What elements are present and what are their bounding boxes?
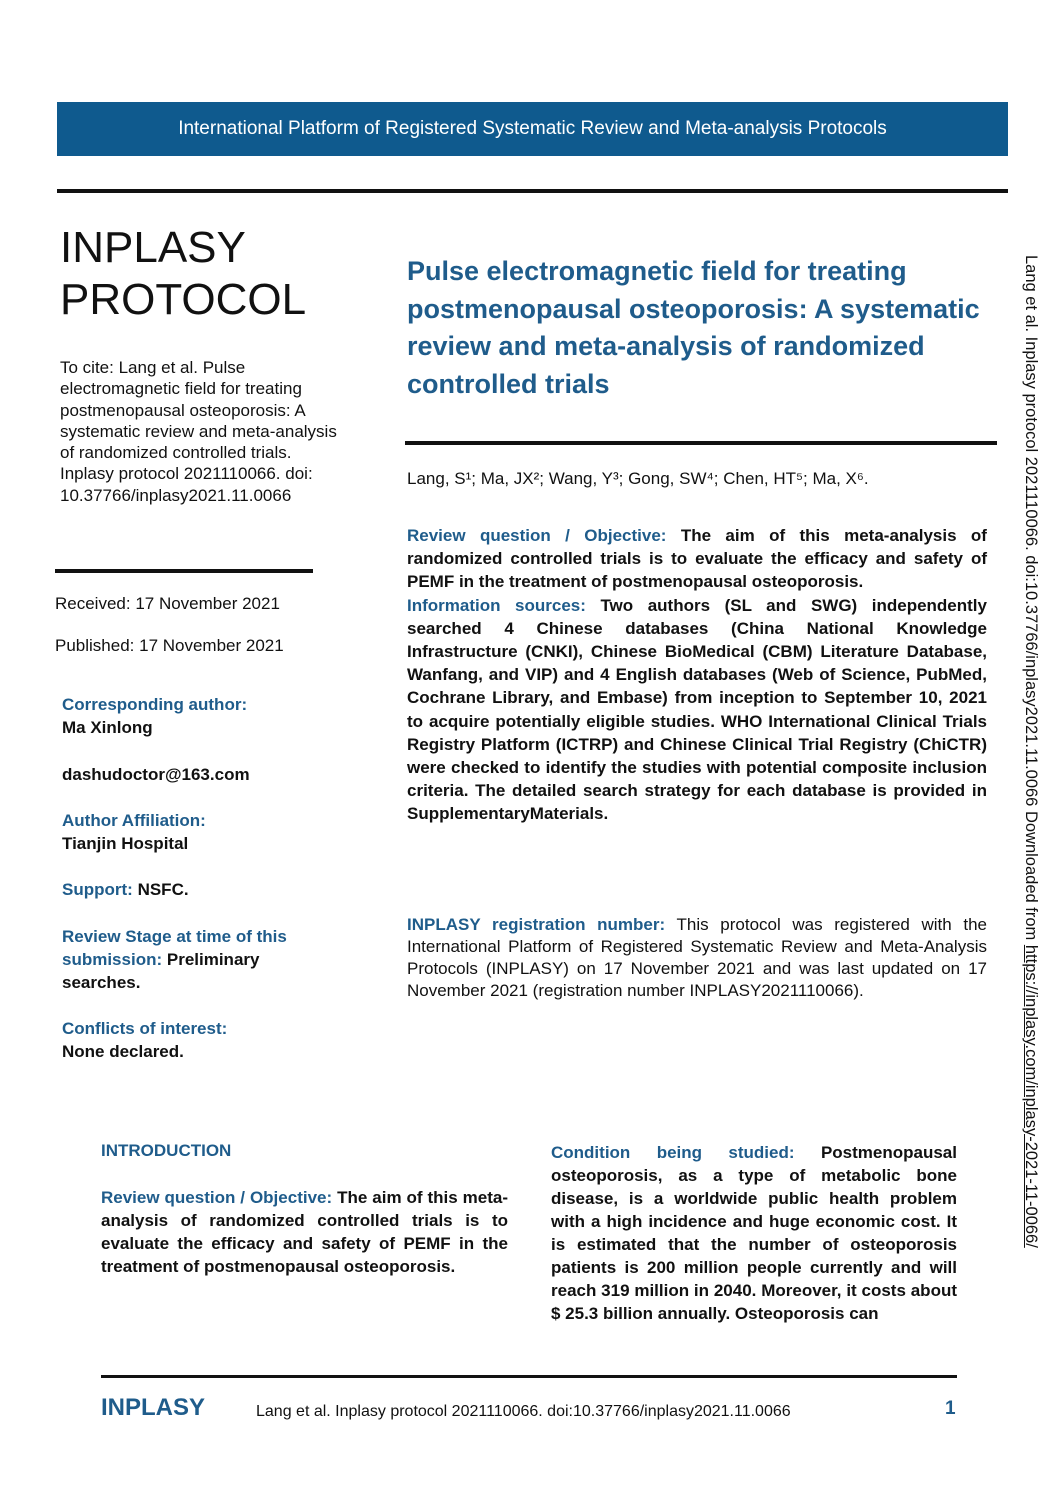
header-banner: International Platform of Registered Systematic Review and Meta-analysis Protocols bbox=[57, 102, 1008, 156]
registration-text: This protocol was registered with the International Platform of Registered Systematic Review and Meta-Analysis Protocols (INPLASY) on 17 November 2021 and was last updated on 17 November 2021 (registration number INPLASY2021110066). bbox=[407, 915, 987, 1000]
abstract-sources bbox=[407, 594, 987, 826]
published-date: Published: 17 November 2021 bbox=[55, 636, 284, 655]
conflicts-block bbox=[62, 1017, 332, 1063]
abstract-registration bbox=[407, 914, 987, 1002]
intro-objective-text: The aim of this meta-analysis of randomized controlled trials is to evaluate the efficacy and safety of PEMF in the treatment of postmenopausal osteoporosis. bbox=[101, 1188, 508, 1276]
received-date: Received: 17 November 2021 bbox=[55, 594, 280, 613]
brand-line-1: INPLASY bbox=[60, 223, 246, 272]
page-number: 1 bbox=[945, 1398, 956, 1419]
introduction-objective bbox=[101, 1186, 508, 1278]
introduction-heading: INTRODUCTION bbox=[101, 1141, 232, 1160]
corresponding-author-block bbox=[62, 693, 332, 739]
review-stage-label: Review Stage at time of this submission: bbox=[62, 927, 287, 969]
abstract-objective bbox=[407, 524, 987, 594]
condition-studied bbox=[551, 1141, 957, 1325]
condition-text: Postmenopausal osteoporosis, as a type of metabolic bone disease, is a worldwide public health problem with a high incidence and huge economic cost. It is estimated that the number of osteoporosis patients is 200 million people currently and will reach 319 million in 2040. Moreover, it costs about $ 25.3 billion annually. Osteoporosis can bbox=[551, 1143, 957, 1323]
side-download-note bbox=[1021, 255, 1040, 1248]
footer-brand: INPLASY bbox=[101, 1394, 206, 1421]
registration-label: INPLASY registration number: bbox=[407, 915, 666, 934]
support-block bbox=[62, 878, 332, 901]
footer-rule bbox=[101, 1375, 957, 1378]
affiliation-value: Tianjin Hospital bbox=[62, 834, 189, 853]
abstract-objective-label: Review question / Objective: bbox=[407, 526, 667, 545]
corresponding-email[interactable]: dashudoctor@163.com bbox=[62, 765, 250, 784]
review-stage-value: Preliminary searches. bbox=[62, 950, 260, 992]
condition-label: Condition being studied: bbox=[551, 1143, 795, 1162]
top-rule bbox=[57, 189, 1008, 193]
citation-rule bbox=[55, 569, 313, 573]
intro-objective-label: Review question / Objective: bbox=[101, 1188, 333, 1207]
brand-line-2: PROTOCOL bbox=[60, 275, 307, 324]
corresponding-name: Ma Xinlong bbox=[62, 718, 153, 737]
abstract-objective-text: The aim of this meta-analysis of randomized controlled trials is to evaluate the efficacy and safety of PEMF in the treatment of postmenopausal osteoporosis. bbox=[407, 526, 987, 592]
conflicts-value: None declared. bbox=[62, 1042, 184, 1061]
abstract-body bbox=[407, 524, 987, 826]
citation-text: To cite: Lang et al. Pulse electromagnetic field for treating postmenopausal osteoporosis: A systematic review and meta-analysis of randomized controlled trials. Inplasy protocol 2021110066. doi: 10.37766/inplasy2021.11.0066 bbox=[60, 358, 337, 505]
affiliation-block bbox=[62, 809, 332, 855]
support-label: Support: bbox=[62, 880, 133, 899]
abstract-sources-text: Two authors (SL and SWG) independently searched 4 Chinese databases (China National Knowledge Infrastructure (CNKI), Chinese BioMedical (CBM) Literature Database, Wanfang, and VIP) and 4 English databases (Web of Science, PubMed, Cochrane Library, and Embase) from inception to September 10, 2021 to acquire potentially eligible studies. WHO International Clinical Trials Registry Platform (ICTRP) and Chinese Clinical Trial Registry (ChiCTR) were checked to identify the studies with potential composite inclusion criteria. The detailed search strategy for each database is provided in SupplementaryMaterials. bbox=[407, 595, 987, 824]
protocol-brand-title bbox=[60, 222, 306, 326]
review-stage-block bbox=[62, 925, 327, 994]
conflicts-label: Conflicts of interest: bbox=[62, 1019, 228, 1038]
side-note-text: Lang et al. Inplasy protocol 2021110066. doi:10.37766/inplasy2021.11.0066 Downloaded from bbox=[1022, 255, 1040, 945]
support-value: NSFC. bbox=[137, 880, 189, 899]
abstract-sources-label: Information sources: bbox=[407, 595, 586, 615]
corresponding-label: Corresponding author: bbox=[62, 695, 248, 714]
footer-citation: Lang et al. Inplasy protocol 2021110066. doi:10.37766/inplasy2021.11.0066 bbox=[256, 1403, 791, 1420]
affiliation-label: Author Affiliation: bbox=[62, 811, 206, 830]
author-list: Lang, S¹; Ma, JX²; Wang, Y³; Gong, SW⁴; Chen, HT⁵; Ma, X⁶. bbox=[407, 469, 869, 488]
title-rule bbox=[405, 441, 997, 445]
download-link[interactable]: https://inplasy.com/inplasy-2021-11-0066/ bbox=[1022, 944, 1040, 1248]
paper-title: Pulse electromagnetic field for treating postmenopausal osteoporosis: A systematic review and meta-analysis of randomized controlled trials bbox=[407, 256, 980, 400]
